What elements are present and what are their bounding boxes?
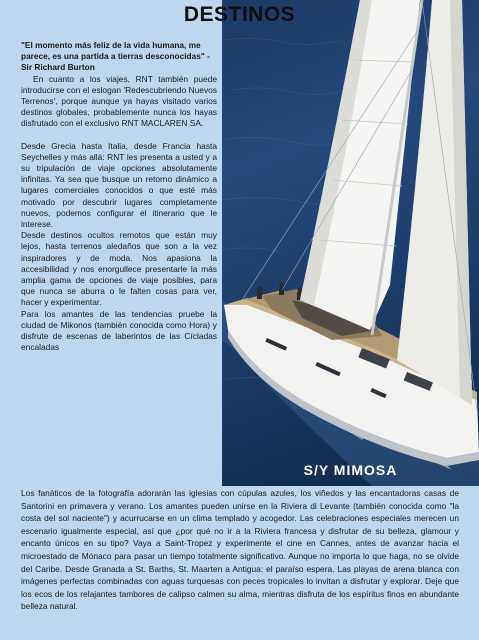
mykonos-paragraph: Para los amantes de las tendencias pruebe la ciudad de Mikonos (también conocida como Hora) y disfrute de escenas de laberintos de las Cícladas encaladas — [21, 308, 217, 353]
left-text-column — [21, 40, 217, 353]
epigraph-quote: "El momento más feliz de la vida humana, me parece, es una partida a tierras desconocidas" - Sir Richard Burton — [21, 40, 210, 73]
photo-caption: S/Y MIMOSA — [303, 462, 398, 478]
hidden-destinations-paragraph: Desde destinos ocultos remotos que están muy lejos, hasta terrenos aledaños que son a la vez inspiradores y de moda. Nos apasiona la accesibilidad y nos enorgullece presentarle la más amplia gama de opciones de viaje posibles, para que nunca se aburra o le falten cosas para ver, hacer y experimentar. — [21, 230, 217, 308]
photography-lovers-paragraph: Los fanáticos de la fotografía adorarán las iglesias con cúpulas azules, los viñedos y las encantadoras casas de Santorini en primavera y verano. Los amantes pueden unirse en la Riviera di Levante (también conocida como "la costa del sol naciente") y acurrucarse en un clima templado y acogedor. Las celebraciones especiales merecen un escenario igualmente especial, así que ¿por qué no ir a la Riviera francesa y disfrutar de su belleza, glamour y encanto únicos en su tipo? Vaya a Saint-Tropez y experimente el cine en Cannes, antes de avanzar hacia el microestado de Mónaco para pasar un tiempo totalmente significativo. Aunque no importa lo que haga, no se olvide del Caribe. Desde Granada a St. Barths, St. Maarten a Antigua: el paraíso espera. Las playas de arena blanca con imágenes perfectas combinadas con aguas turquesas con peces tropicales lo invitan a disfrutar y explorar. Deje que los ecos de los relajantes tambores de calipso calmen su alma, mientras disfruta de los espíritus finos en abundante belleza natural. — [21, 488, 459, 612]
sailing-yacht-illustration — [222, 0, 479, 486]
page-title: DESTINOS — [183, 3, 296, 26]
intro-paragraph: En cuanto a los viajes, RNT también puede introducirse con el eslogan 'Redescubriendo Nuevos Terrenos', porque aunque ya hayas visitado varios destinos globales, probablemente nunca los hayas disfrutado con el exclusivo RNT MACLAREN SA. — [21, 73, 217, 129]
yacht-photo — [222, 0, 479, 486]
destinations-paragraph: Desde Grecia hasta Italia, desde Francia hasta Seychelles y más allá: RNT les presenta a usted y a su tripulación de viaje opciones absolutamente infinitas. Ya sea que busque un retorno dinámico a lugares comerciales conocidos o que esté más motivado por descubrir lugares completamente nuevos, podemos configurar el itinerario que le interese. — [21, 140, 217, 230]
